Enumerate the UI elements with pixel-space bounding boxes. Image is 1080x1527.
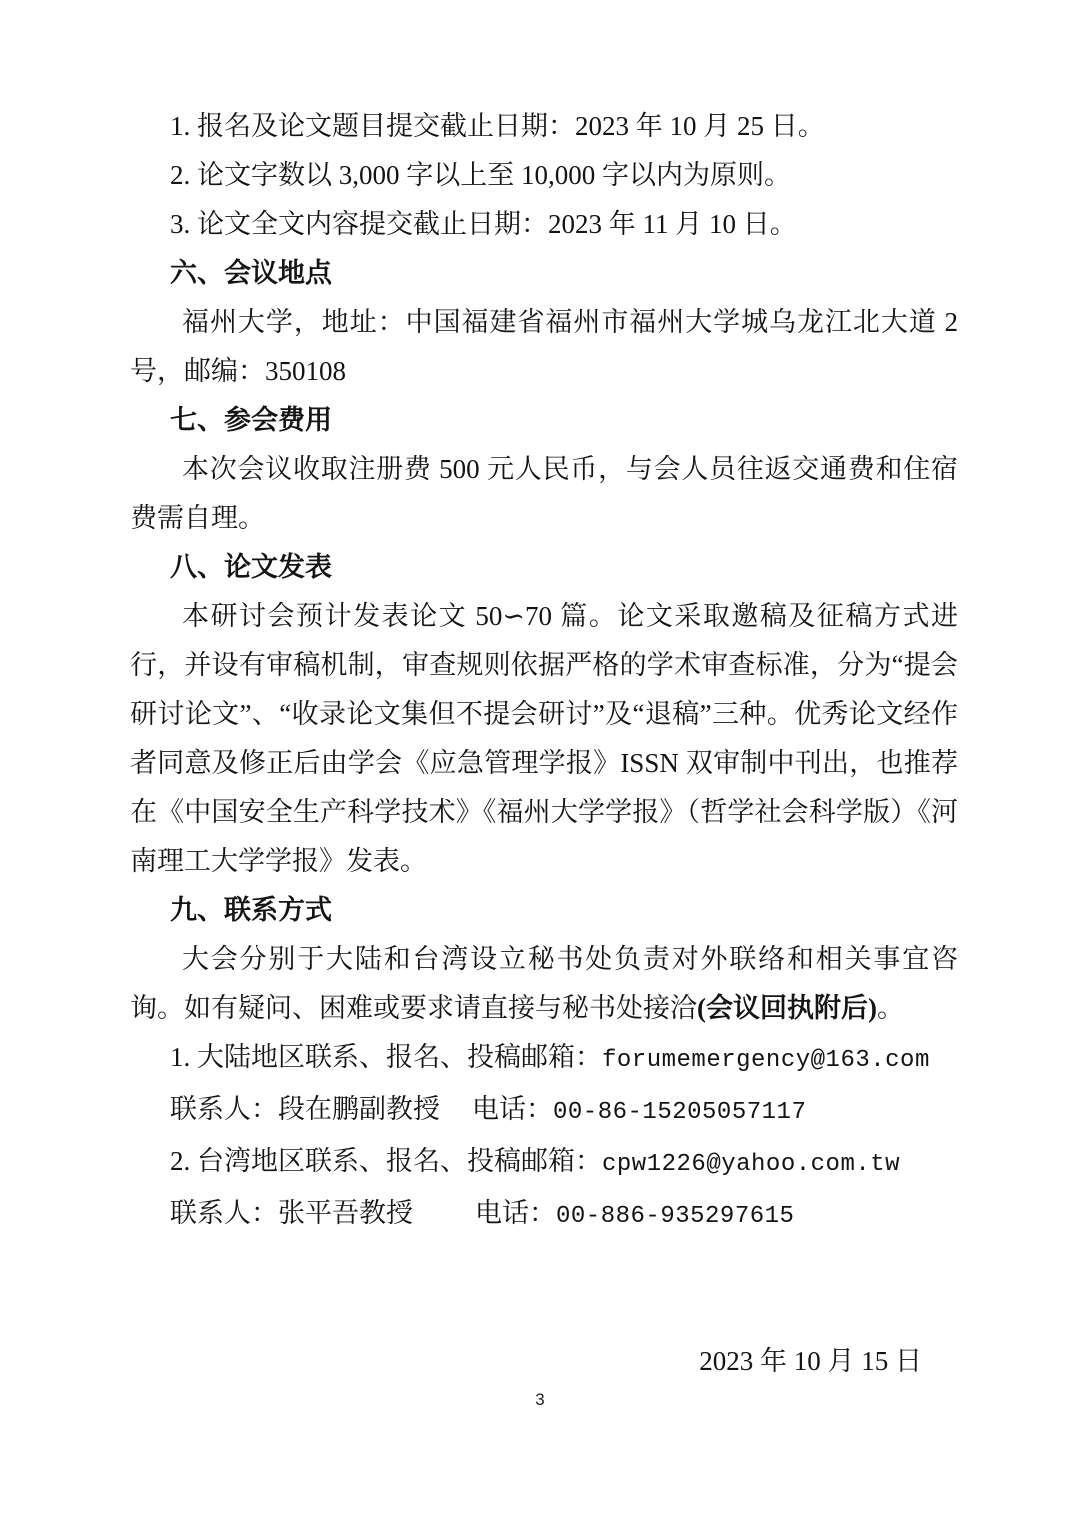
mainland-email-line: [130, 1033, 958, 1085]
section-heading-venue: 六、会议地点: [170, 258, 332, 288]
contact-intro-period: 。: [876, 993, 904, 1023]
mainland-email: forumemergency@163.com: [602, 1047, 930, 1074]
mainland-phone-label: 电话：: [472, 1094, 553, 1124]
taiwan-person-line: [130, 1189, 958, 1241]
mainland-phone: 00-86-15205057117: [553, 1099, 807, 1126]
contact-intro-paragraph: [130, 935, 958, 1033]
venue-paragraph: 福州大学，地址：中国福建省福州市福州大学城乌龙江北大道 2 号，邮编：350108: [130, 307, 958, 386]
taiwan-phone: 00-886-935297615: [556, 1203, 795, 1230]
mainland-email-label: 1. 大陆地区联系、报名、投稿邮箱：: [170, 1042, 602, 1072]
mainland-contact-person: 联系人：段在鹏副教授: [170, 1094, 440, 1124]
deadline-item-1: 1. 报名及论文题目提交截止日期：2023 年 10 月 25 日。: [170, 111, 825, 141]
taiwan-phone-label: 电话：: [475, 1198, 556, 1228]
fee-paragraph: 本次会议收取注册费 500 元人民币，与会人员往返交通费和住宿费需自理。: [130, 454, 958, 533]
section-heading-contact: 九、联系方式: [170, 895, 332, 925]
date-line: 2023 年 10 月 15 日: [699, 1346, 922, 1376]
contact-intro-bold-note: (会议回执附后): [697, 993, 877, 1023]
section-heading-fee: 七、参会费用: [170, 405, 332, 435]
taiwan-email-line: [130, 1137, 958, 1189]
contact-intro-text: 大会分别于大陆和台湾设立秘书处负责对外联络和相关事宜咨询。如有疑问、困难或要求请直接与秘书处接洽: [130, 944, 958, 1023]
page-number: 3: [535, 1390, 545, 1409]
deadline-item-2: 2. 论文字数以 3,000 字以上至 10,000 字以内为原则。: [170, 160, 791, 190]
taiwan-contact-person: 联系人：张平吾教授: [170, 1198, 413, 1228]
taiwan-email: cpw1226@yahoo.com.tw: [602, 1151, 901, 1178]
section-heading-publication: 八、论文发表: [170, 552, 332, 582]
mainland-person-line: [130, 1085, 958, 1137]
taiwan-email-label: 2. 台湾地区联系、报名、投稿邮箱：: [170, 1146, 602, 1176]
deadline-item-3: 3. 论文全文内容提交截止日期：2023 年 11 月 10 日。: [170, 209, 797, 239]
publication-paragraph: 本研讨会预计发表论文 50∽70 篇。论文采取邀稿及征稿方式进行，并设有审稿机制，审查规则依据严格的学术审查标准，分为“提会研讨论文”、“收录论文集但不提会研讨”及“退稿”三种。优秀论文经作者同意及修正后由学会《应急管理学报》ISSN 双审制中刊出，也推荐在《中国安全生产科学技术》《福州大学学报》（哲学社会科学版）《河南理工大学学报》发表。: [130, 601, 958, 876]
